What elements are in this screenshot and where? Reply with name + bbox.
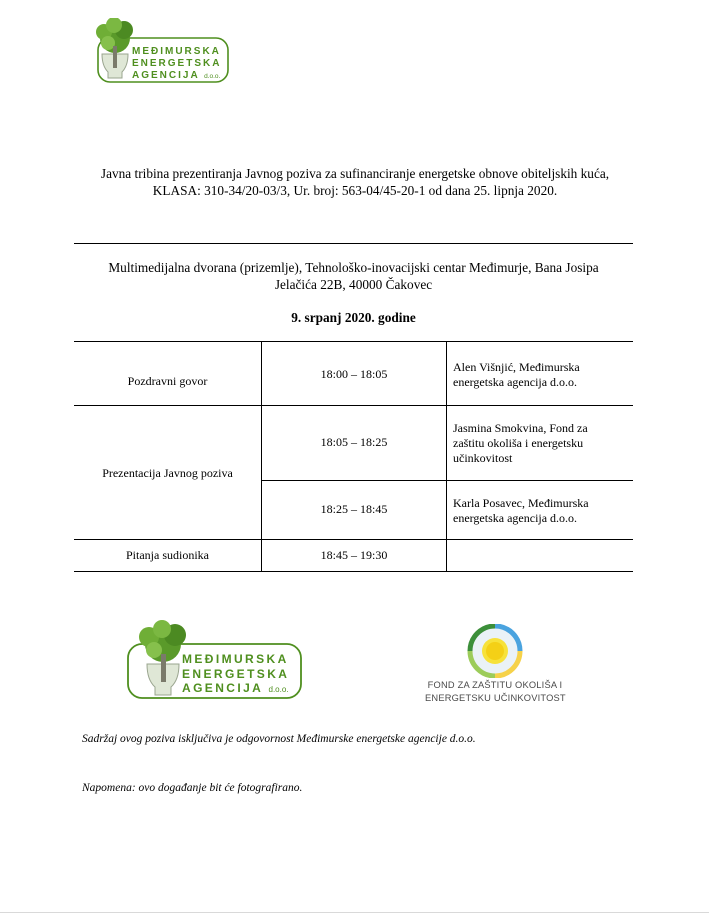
title-line-2: KLASA: 310-34/20-03/3, Ur. broj: 563-04/45-20-1 od dana 25. lipnja 2020. bbox=[152, 182, 558, 198]
mea-logo-line1: MEĐIMURSKA bbox=[132, 46, 221, 57]
table-border bbox=[74, 539, 633, 540]
mea-logo-line2: ENERGETSKA bbox=[132, 58, 222, 69]
mea-logo-line3: AGENCIJA d.o.o. bbox=[182, 681, 289, 695]
mea-logo-suffix: d.o.o. bbox=[204, 73, 221, 80]
mea-logo-bottom bbox=[125, 620, 307, 700]
sun-circle-icon bbox=[467, 624, 523, 678]
venue-line-1: Multimedijalna dvorana (prizemlje), Tehnološko-inovacijski centar Međimurje, Bana Josipa bbox=[108, 260, 599, 275]
mea-logo-line1: MEĐIMURSKA bbox=[182, 652, 289, 666]
page-divider bbox=[0, 912, 709, 913]
schedule-item: Prezentacija Javnog poziva bbox=[102, 466, 233, 480]
venue bbox=[74, 260, 633, 293]
schedule-time: 18:00 – 18:05 bbox=[320, 367, 388, 381]
table-border bbox=[74, 341, 633, 342]
mea-logo-top bbox=[84, 18, 234, 84]
table-border bbox=[74, 405, 633, 406]
mea-logo-line3: AGENCIJA d.o.o. bbox=[132, 70, 221, 81]
schedule-item: Pitanja sudionika bbox=[126, 548, 209, 562]
event-date: 9. srpanj 2020. godine bbox=[291, 310, 416, 325]
title-line-1: Javna tribina prezentiranja Javnog poziva za sufinanciranje energetske obnove obiteljskih kuća, bbox=[100, 166, 610, 181]
schedule-table bbox=[74, 341, 633, 572]
table-border bbox=[74, 571, 633, 572]
photo-note: Napomena: ovo događanje bit će fotografirano. bbox=[82, 782, 303, 794]
fond-logo bbox=[425, 624, 565, 706]
venue-line-2: Jelačića 22B, 40000 Čakovec bbox=[274, 276, 433, 292]
schedule-time: 18:45 – 19:30 bbox=[320, 548, 388, 562]
schedule-speaker: Alen Višnjić, Međimurska energetska agencija d.o.o. bbox=[453, 360, 580, 389]
horizontal-rule bbox=[74, 243, 633, 244]
fond-logo-line1: FOND ZA ZAŠTITU OKOLIŠA I bbox=[427, 680, 563, 690]
schedule-time: 18:25 – 18:45 bbox=[320, 502, 388, 516]
table-border bbox=[446, 341, 447, 572]
document-title bbox=[70, 166, 640, 199]
schedule-speaker: Karla Posavec, Međimurska energetska agencija d.o.o. bbox=[453, 496, 589, 525]
table-border bbox=[261, 480, 633, 481]
mea-logo-line2: ENERGETSKA bbox=[182, 667, 290, 681]
mea-logo-suffix: d.o.o. bbox=[268, 685, 289, 694]
schedule-item: Pozdravni govor bbox=[127, 374, 208, 388]
schedule-time: 18:05 – 18:25 bbox=[320, 435, 388, 449]
schedule-speaker: Jasmina Smokvina, Fond za zaštitu okoliša i energetsku učinkovitost bbox=[453, 421, 588, 465]
responsibility-note: Sadržaj ovog poziva isključiva je odgovornost Međimurske energetske agencije d.o.o. bbox=[82, 733, 476, 745]
fond-logo-line2: ENERGETSKU UČINKOVITOST bbox=[425, 693, 566, 703]
